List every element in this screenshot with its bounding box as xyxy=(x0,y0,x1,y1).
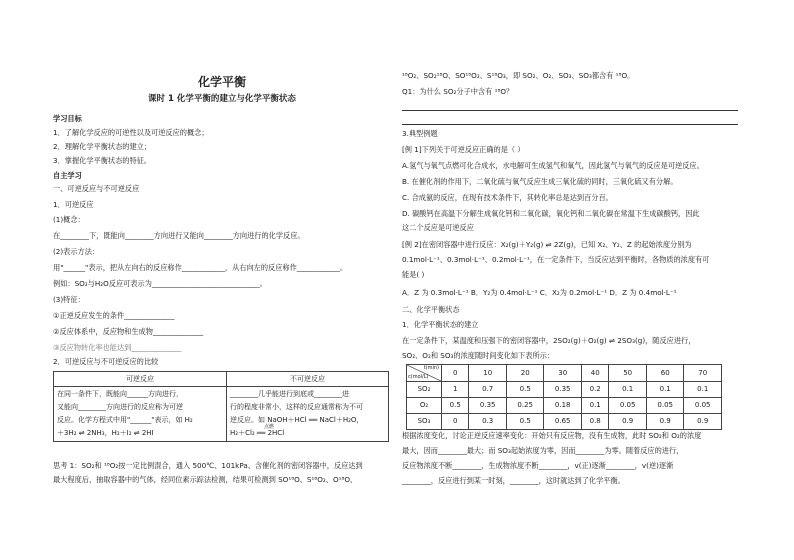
time-header: 60 xyxy=(646,365,684,382)
cell-line xyxy=(230,424,385,440)
cell-line: ________几乎能进行到底或________进 xyxy=(230,390,349,398)
cell-line: 又能向________方向进行的反应称为可逆 xyxy=(57,403,183,411)
example-2: [例 2]在密闭容器中进行反应：X₂(g)＋Y₂(g) ⇌ 2Z(g)，已知 X₂、Y₂、Z 的起始浓度分别为 xyxy=(402,240,692,249)
table-cell: 0.3 xyxy=(469,414,507,430)
example-2-options: A．Z 为 0.3mol·L⁻¹ B．Y₂为 0.4mol·L⁻¹ C．X₂为 0.2mol·L⁻¹ D．Z 为 0.4mol·L⁻¹ xyxy=(402,288,677,297)
time-header: 70 xyxy=(684,365,722,382)
option-b: B. 在催化剂的作用下，二氧化硫与氧气反应生成三氧化硫的同时，三氧化硫又有分解。 xyxy=(402,177,678,186)
table-cell: 0.65 xyxy=(544,414,582,430)
table-cell: 0.1 xyxy=(609,382,647,398)
table-corner xyxy=(407,365,442,382)
concept-line: 在________下，既能向________方向进行又能向________方向进行的化学反应。 xyxy=(53,231,305,240)
features-label: (3)特征： xyxy=(53,295,85,304)
cell-line: 在同一条件下，既能向______方向进行， xyxy=(57,390,183,398)
lesson-subtitle: 课时 1 化学平衡的建立与化学平衡状态 xyxy=(148,94,296,104)
table-cell: 0.05 xyxy=(684,398,722,414)
cell-line: 行的程度非常小，这样的反应通常称为不可 xyxy=(230,403,363,411)
table-cell: 0.9 xyxy=(646,414,684,430)
table-cell: 0.7 xyxy=(469,382,507,398)
objective-item: 3．掌握化学平衡状态的特征。 xyxy=(53,156,152,165)
feature-item: ③反应物转化率也能达到______________ xyxy=(53,343,182,352)
reaction-condition: 点燃 xyxy=(264,424,275,430)
concept-label: (1)概念： xyxy=(53,215,85,224)
analysis-line: ________，反应进行到某一时刻，________，这时就达到了化学平衡。 xyxy=(402,476,625,485)
species-name: SO₃ xyxy=(407,414,442,430)
continuation-line: ¹⁸O₂、SO₂¹⁸O、SO¹⁸O₂、S¹⁸O₃，即 SO₂、O₂、SO₃、SO₃都含有 ¹⁸O。 xyxy=(402,71,635,80)
analysis-line: 反应物浓度不断________，生成物浓度不断________，v(正)逐渐________，v(逆)逐渐 xyxy=(402,461,674,470)
comparison-header: 可逆反应 xyxy=(54,372,227,387)
option-a: A.氢气与氧气点燃可化合成水，水电解可生成氢气和氧气，因此氢气与氧气的反应是可逆反应。 xyxy=(402,161,704,170)
objectives-heading: 学习目标 xyxy=(53,114,82,123)
reversible-description xyxy=(54,387,227,442)
time-header: 50 xyxy=(609,365,647,382)
analysis-line: 最大，因而________最大；而 SO₃起始浓度为零，因而________为零。随着反应的进行， xyxy=(402,446,684,455)
equation-text: H₂＋Cl₂ ══ 2HCl xyxy=(230,429,285,437)
table-cell: 0.18 xyxy=(544,398,582,414)
table-cell: 0.8 xyxy=(581,414,608,430)
table-cell: 0.35 xyxy=(544,382,582,398)
time-header: 10 xyxy=(469,365,507,382)
feature-item: ①正逆反应发生的条件______________ xyxy=(53,311,175,320)
objective-item: 2．理解化学平衡状态的建立； xyxy=(53,142,152,151)
table-cell: 0.9 xyxy=(684,414,722,430)
table-cell: 0.9 xyxy=(609,414,647,430)
thinking-question: 思考 1：SO₂和 ¹⁸O₂按一定比例混合，通入 500℃、101kPa、含催化剂的密闭容器中，反应达到 xyxy=(53,461,363,470)
thinking-question: 最大程度后，抽取容器中的气体，经同位素示踪法检测，结果可检测到 SO¹⁸O、S¹⁸O₂、O¹⁸O、 xyxy=(53,475,358,484)
species-name: SO₂ xyxy=(407,382,442,398)
answer-line xyxy=(402,124,738,125)
cell-line: 反应。化学方程式中用"______"表示，如 H₂ xyxy=(57,416,193,424)
subsection-heading: 1．可逆反应 xyxy=(53,200,94,209)
table-cell: 0.05 xyxy=(609,398,647,414)
subsection-heading: 1．化学平衡状态的建立 xyxy=(402,320,479,329)
table-cell: 0.2 xyxy=(581,382,608,398)
paragraph-line: SO₂、O₂和 SO₃的浓度随时间变化如下表所示： xyxy=(402,351,555,360)
table-cell: 0.25 xyxy=(506,398,544,414)
concentration-table xyxy=(406,364,722,430)
section-heading: 二、化学平衡状态 xyxy=(402,305,460,314)
feature-item: ②反应体系中，反应物和生成物______________ xyxy=(53,327,204,336)
time-header: 40 xyxy=(581,365,608,382)
table-row xyxy=(407,398,722,414)
page-title: 化学平衡 xyxy=(198,75,247,89)
example-2: 0.1mol·L⁻¹、0.3mol·L⁻¹、0.2mol·L⁻¹，在一定条件下，当反应达到平衡时，各物质的浓度有可 xyxy=(402,255,710,264)
example-1: [例 1]下列关于可逆反应正确的是（ ） xyxy=(402,145,525,154)
time-header: 0 xyxy=(442,365,469,382)
representation-label: (2)表示方法： xyxy=(53,247,100,256)
subsection-heading: 2．可逆反应与不可逆反应的比较 xyxy=(53,357,159,366)
answer-line xyxy=(402,110,738,111)
table-row xyxy=(407,382,722,398)
corner-conc-label: c(mol/L) xyxy=(408,374,429,380)
paragraph-line: 在一定条件下，某温度和压强下的密闭容器中，2SO₂(g)＋O₂(g) ⇌ 2SO₃(g)，随反应进行， xyxy=(402,336,696,345)
representation-line: 用"______"表示，把从左向右的反应称作____________，从右向左的反应称作____________。 xyxy=(53,263,348,272)
analysis-line: 根据浓度变化，讨论正逆反应速率变化：开始只有反应物，没有生成物，此时 SO₂和 O₂的浓度 xyxy=(402,431,702,440)
comparison-table xyxy=(53,371,389,442)
table-row xyxy=(407,414,722,430)
table-cell: 0.5 xyxy=(506,382,544,398)
self-study-heading: 自主学习 xyxy=(53,171,82,180)
table-cell: 0.5 xyxy=(442,398,469,414)
cell-line: 逆反应。如 NaOH＋HCl ══ NaCl＋H₂O， xyxy=(230,416,364,424)
species-name: O₂ xyxy=(407,398,442,414)
example-line: 例如：SO₂与H₂O反应可表示为______________________________。 xyxy=(53,279,267,288)
table-cell: 1 xyxy=(442,382,469,398)
time-header: 20 xyxy=(506,365,544,382)
table-cell: 0.1 xyxy=(684,382,722,398)
section-heading: 一、可逆反应与不可逆反应 xyxy=(53,184,140,193)
example-2: 能是( ) xyxy=(402,270,425,279)
table-cell: 0 xyxy=(442,414,469,430)
typical-examples-heading: 3.典型例题 xyxy=(402,129,438,138)
time-header: 30 xyxy=(544,365,582,382)
option-d-cont: 这二个反应是可逆反应 xyxy=(402,223,474,232)
cell-line: ＋3H₂ ⇌ 2NH₃，H₂＋I₂ ⇌ 2HI xyxy=(57,429,154,437)
table-cell: 0.5 xyxy=(506,414,544,430)
comparison-header: 不可逆反应 xyxy=(227,372,389,387)
table-cell: 0.35 xyxy=(469,398,507,414)
option-c: C. 合成氨的反应，在现有技术条件下，其转化率总是达到百分百。 xyxy=(402,193,613,202)
question-q1: Q1：为什么 SO₂分子中含有 ¹⁸O？ xyxy=(402,87,514,96)
objective-item: 1．了解化学反应的可逆性以及可逆反应的概念； xyxy=(53,128,209,137)
table-cell: 0.1 xyxy=(646,382,684,398)
corner-time-label: t(min) xyxy=(423,365,439,371)
table-cell: 0.1 xyxy=(581,398,608,414)
irreversible-description xyxy=(227,387,389,442)
option-d: D. 碳酸钙在高温下分解生成氧化钙和二氧化碳，氧化钙和二氧化碳在常温下生成碳酸钙，因此 xyxy=(402,209,700,218)
table-cell: 0.05 xyxy=(646,398,684,414)
